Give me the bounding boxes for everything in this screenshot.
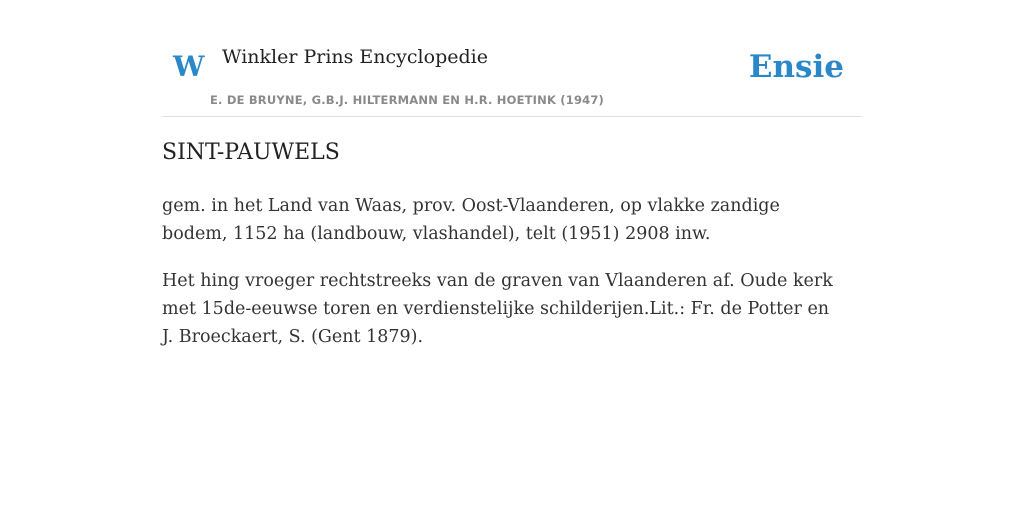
article-heading: SINT-PAUWELS [162,140,340,165]
winkler-prins-logo[interactable]: W [173,50,205,83]
ensie-logo-link[interactable]: Ensie [748,49,844,85]
article-body [162,192,842,370]
encyclopedia-authors: E. DE BRUYNE, G.B.J. HILTERMANN EN H.R. HOETINK (1947) [210,93,605,107]
article-paragraph: Het hing vroeger rechtstreeks van de graven van Vlaanderen af. Oude kerk met 15de-eeuwse toren en verdienstelijke schilderijen.Lit.: Fr. de Potter en J. Broeckaert, S. (Gent 1879). [162,271,833,347]
article-paragraph: gem. in het Land van Waas, prov. Oost-Vlaanderen, op vlakke zandige bodem, 1152 ha (landbouw, vlashandel), telt (1951) 2908 inw. [162,196,780,244]
encyclopedia-header [162,0,862,117]
encyclopedia-title[interactable]: Winkler Prins Encyclopedie [222,46,488,68]
